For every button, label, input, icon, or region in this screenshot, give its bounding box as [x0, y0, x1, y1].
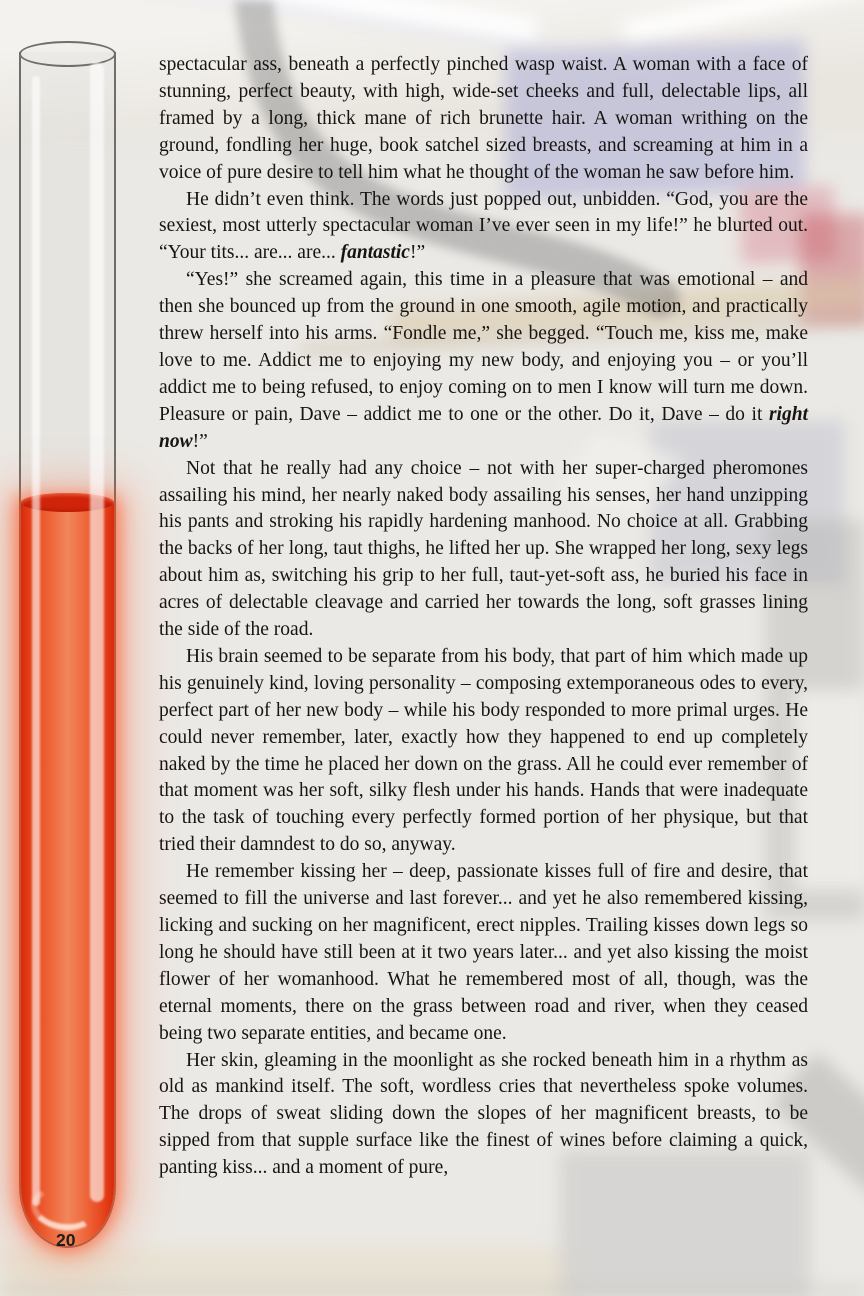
- paragraph: [159, 1048, 808, 1183]
- body-text: !”: [409, 242, 426, 264]
- emphasized-text: right now: [159, 403, 808, 452]
- body-text: Not that he really had any choice – not with her super-charged pheromones assailing his mind, her nearly naked body assailing his senses, her hand unzipping his pants and stroking his rapidly hardening manhood. No choice at all. Grabbing the backs of her long, taut thighs, he lifted her up. She wrapped her long, sexy legs about him as, switching his grip to her full, taut-yet-soft ass, he buried his face in acres of delectable cleavage and carried her towards the long, soft grasses lining the side of the road.: [159, 457, 808, 641]
- body-text: His brain seemed to be separate from his body, that part of him which made up his genuinely kind, loving personality – composing extemporaneous odes to every, perfect part of her new body – while his body responded to more primal urges. He could never remember, later, exactly how they happened to end up completely naked by the time he placed her down on the grass. All he could ever remember of that moment was her soft, silky flesh under his hands. Hands that were inadequate to the task of touching every perfectly formed portion of her physique, but that tried their damndest to do so, anyway.: [159, 645, 808, 856]
- glass-highlight-right: [90, 62, 104, 1202]
- text-column: [159, 52, 808, 1182]
- paragraph: [159, 859, 808, 1047]
- paragraph: [159, 456, 808, 644]
- body-text: “Yes!” she screamed again, this time in a pleasure that was emotional – and then she bounced up from the ground in one smooth, agile motion, and practically threw herself into his arms. “Fondle me,” she begged. “Touch me, kiss me, make love to me. Addict me to enjoying my new body, and enjoying you – or you’ll addict me to being refused, to enjoy coming on to men I know will turn me down. Pleasure or pain, Dave – addict me to one or the other. Do it, Dave – do it: [159, 269, 808, 425]
- page-number: 20: [56, 1230, 76, 1250]
- body-text: He didn’t even think. The words just popped out, unbidden. “God, you are the sexiest, most utterly spectacular woman I’ve ever seen in my life!” he blurted out. “Your tits... are... are...: [159, 188, 808, 264]
- emphasized-text: fantastic: [340, 242, 410, 264]
- paragraph: [159, 644, 808, 859]
- glass-highlight-left: [32, 76, 40, 1206]
- paragraph: [159, 187, 808, 268]
- bg-bottom-edge: [0, 1286, 864, 1294]
- paragraph: [159, 267, 808, 455]
- paragraph: [159, 52, 808, 187]
- body-text: spectacular ass, beneath a perfectly pinched wasp waist. A woman with a face of stunning, perfect beauty, with high, wide-set cheeks and full, delectable lips, all framed by a long, thick mane of rich brunette hair. A woman writhing on the ground, fondling her huge, book satchel sized breasts, and screaming at him in a voice of pure desire to tell him what he thought of the woman he saw before him.: [159, 54, 808, 183]
- body-text: !”: [192, 430, 208, 452]
- body-text: Her skin, gleaming in the moonlight as she rocked beneath him in a rhythm as old as mankind itself. The soft, wordless cries that nevertheless spoke volumes. The drops of sweat sliding down the slopes of her magnificent breasts, to be sipped from that supple surface like the finest of wines before claiming a quick, panting kiss... and a moment of pure,: [159, 1049, 808, 1179]
- body-text: He remember kissing her – deep, passionate kisses full of fire and desire, that seemed to fill the universe and last forever... and yet he also remembered kissing, licking and sucking on her magnificent, erect nipples. Trailing kisses down legs so long he should have still been at it two years later... and yet also kissing the moist flower of her womanhood. What he remembered most of all, though, was the eternal moments, there on the grass between road and river, when they ceased being two separate entities, and became one.: [159, 861, 808, 1044]
- test-tube-graphic: [19, 52, 116, 1248]
